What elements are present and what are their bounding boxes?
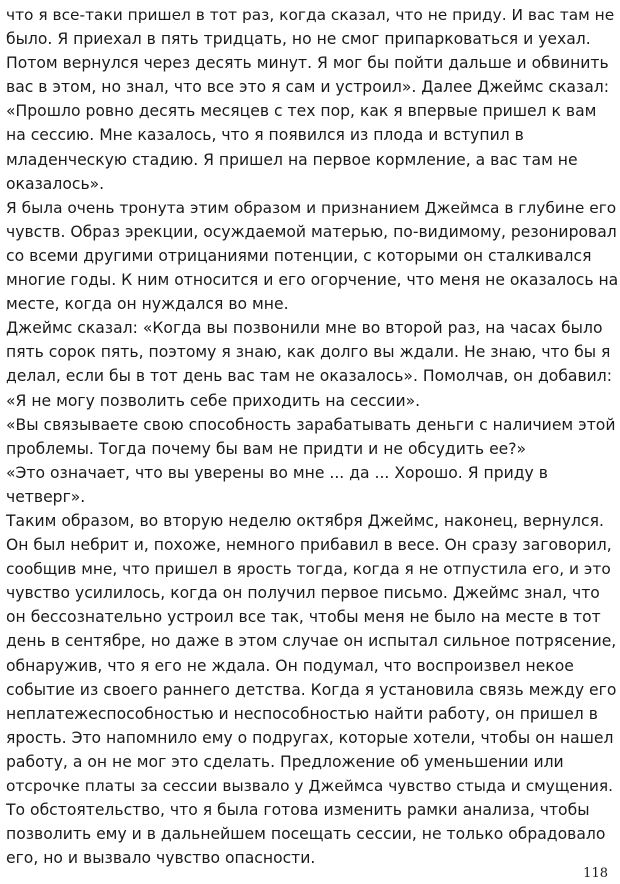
text-line: младенческую стадию. Я пришел на первое кормление, а вас там не [6,150,578,169]
text-line: месте, когда он нуждался во мне. [6,295,289,314]
text-line: он бессознательно устроил все так, чтобы меня не было на месте в тот [6,608,601,627]
text-line: четверг». [6,487,86,506]
text-line: обнаружив, что я его не ждала. Он подумал, что воспроизвел некое [6,656,574,675]
text-line: позволить ему и в дальнейшем посещать сессии, не только обрадовало [6,825,606,844]
text-line: его, но и вызвало чувство опасности. [6,849,316,868]
text-line: день в сентябре, но даже в этом случае он испытал сильное потрясение, [6,632,617,651]
text-line: чувств. Образ эрекции, осуждаемой матерью, по-видимому, резонировал [6,222,617,241]
text-line: чувство усилилось, когда он получил первое письмо. Джеймс знал, что [6,584,600,603]
text-line: Я была очень тронута этим образом и признанием Джеймса в глубине его [6,198,617,217]
text-line: Таким образом, во вторую неделю октября Джеймс, наконец, вернулся. [6,511,604,530]
text-line: «Вы связываете свою способность зарабатывать деньги с наличием этой [6,415,616,434]
page-number: 118 [583,866,608,881]
text-line: Потом вернулся через десять минут. Я мог бы пойти дальше и обвинить [6,54,609,73]
text-line: То обстоятельство, что я была готова изменить рамки анализа, чтобы [6,801,590,820]
text-line: оказалось». [6,174,105,193]
text-line: что я все-таки пришел в тот раз, когда сказал, что не приду. И вас там не [6,6,615,24]
text-line: Джеймс сказал: «Когда вы позвонили мне во второй раз, на часах было [6,319,603,338]
text-line: проблемы. Тогда почему бы вам не придти и не обсудить ее?» [6,439,527,458]
text-line: делал, если бы в тот день вас там не оказалось». Помолчав, он добавил: [6,367,613,386]
text-line: «Это означает, что вы уверены во мне ... да ... Хорошо. Я приду в [6,463,548,482]
text-line: событие из своего раннего детства. Когда я установила связь между его [6,680,617,699]
text-line: ярость. Это напомнило ему о подругах, которые хотели, чтобы он нашел [6,728,614,747]
text-line: со всеми другими отрицаниями потенции, с которыми он сталкивался [6,246,592,265]
text-line: сообщив мне, что пришел в ярость тогда, когда я не отпустила его, и это [6,560,611,579]
text-line: было. Я приехал в пять тридцать, но не смог припарковаться и уехал. [6,30,591,49]
body-text [6,3,618,870]
text-line: работу, а он не мог это сделать. Предложение об уменьшении или [6,752,564,771]
text-line: на сессию. Мне казалось, что я появился из плода и вступил в [6,126,524,145]
text-line: «Я не могу позволить себе приходить на сессии». [6,391,421,410]
text-line: неплатежеспособностью и неспособностью найти работу, он пришел в [6,704,598,723]
text-line: отсрочке платы за сессии вызвало у Джеймса чувство стыда и смущения. [6,777,614,795]
text-line: многие годы. К ним относится и его огорчение, что меня не оказалось на [6,271,619,290]
text-line: пять сорок пять, поэтому я знаю, как долго вы ждали. Не знаю, что бы я [6,343,611,362]
text-line: Он был небрит и, похоже, немного прибавил в весе. Он сразу заговорил, [6,536,612,555]
text-line: вас в этом, но знал, что все это я сам и устроил». Далее Джеймс сказал: [6,78,610,97]
text-line: «Прошло ровно десять месяцев с тех пор, как я впервые пришел к вам [6,102,597,121]
